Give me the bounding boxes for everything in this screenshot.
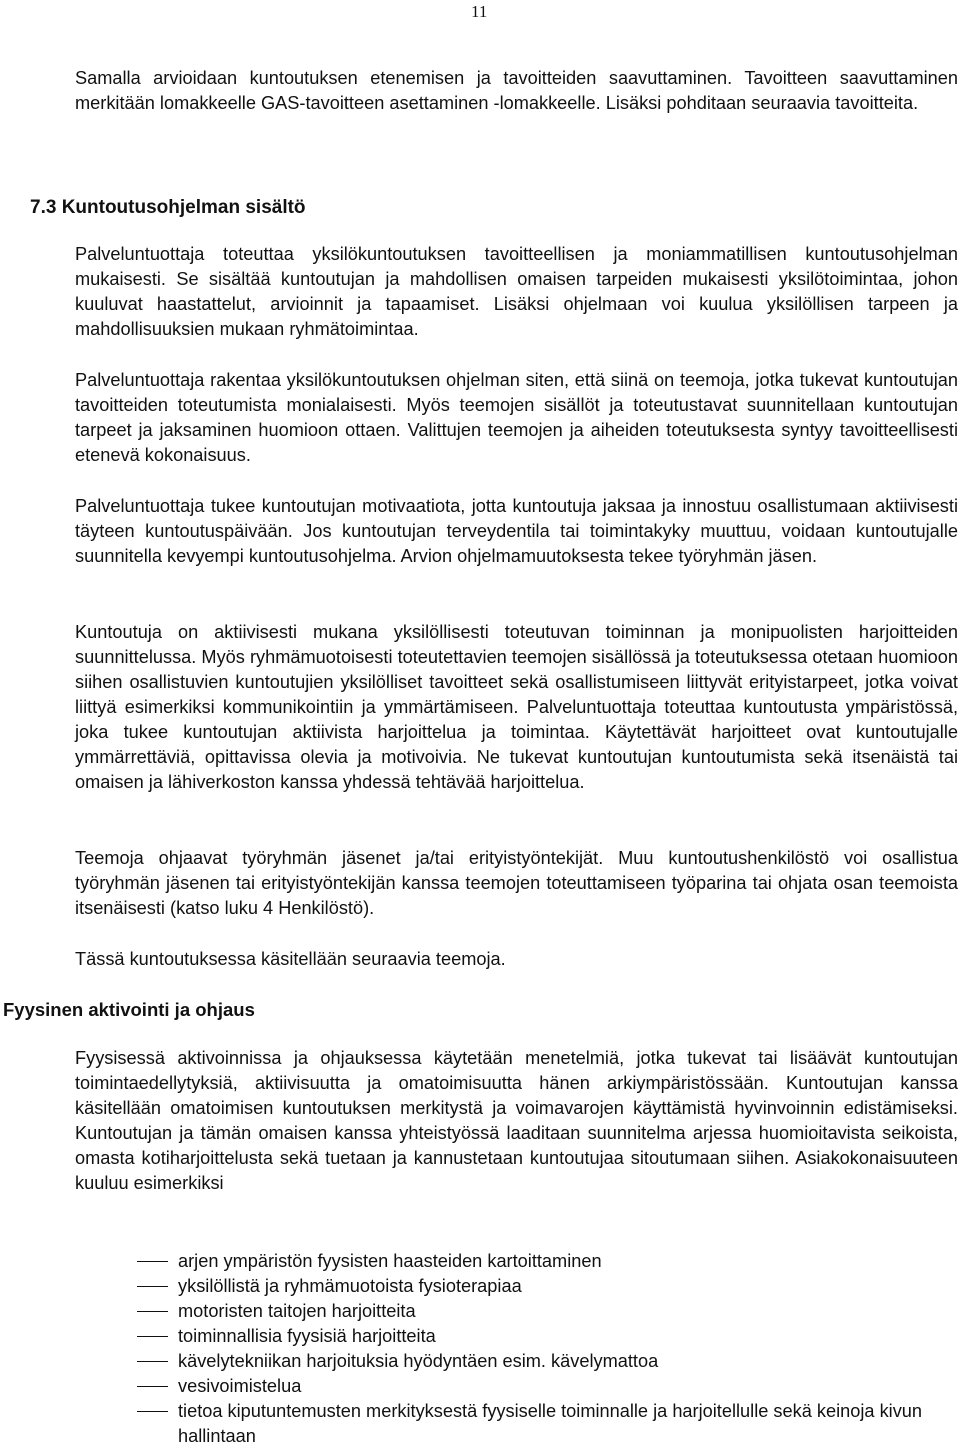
subsection-heading: Fyysinen aktivointi ja ohjaus — [3, 999, 255, 1020]
list-item-text: toiminnallisia fyysisiä harjoitteita — [178, 1326, 436, 1346]
list-item-text: yksilöllistä ja ryhmämuotoista fysioterapiaa — [178, 1276, 522, 1296]
intro-paragraph: Samalla arvioidaan kuntoutuksen etenemisen ja tavoitteiden saavuttaminen. Tavoitteen saavuttaminen merkitään lomakkeelle GAS-tavoitteen asettaminen -lomakkeelle. Lisäksi pohditaan seuraavia tavoitteita. — [75, 68, 958, 113]
page-number: 11 — [471, 2, 488, 21]
list-item — [137, 1324, 960, 1349]
section-paragraph-3: Palveluntuottaja tukee kuntoutujan motivaatiota, jotta kuntoutuja jaksaa ja innostuu osallistumaan aktiivisesti täyteen kuntoutuspäivään. Jos kuntoutujan terveydentila tai toimintakyky muuttuu, voidaan kuntoutujalle suunnitella kevyempi kuntoutusohjelma. Arvion ohjelmamuutoksesta tekee työryhmän jäsen. — [75, 496, 958, 566]
dash-bullet-icon — [137, 1411, 168, 1412]
activity-list — [137, 1249, 960, 1449]
list-item — [137, 1374, 960, 1399]
section-heading: 7.3 Kuntoutusohjelman sisältö — [30, 197, 306, 218]
section-paragraph-6: Tässä kuntoutuksessa käsitellään seuraavia teemoja. — [75, 949, 506, 969]
dash-bullet-icon — [137, 1336, 168, 1337]
list-item-text: motoristen taitojen harjoitteita — [178, 1301, 416, 1321]
subsection-paragraph: Fyysisessä aktivoinnissa ja ohjauksessa käytetään menetelmiä, jotka tukevat tai lisäävät kuntoutujan toimintaedellytyksiä, aktiivisuutta ja omatoimisuutta hänen arkiympäristössään. Kuntoutujan kanssa käsitellään omatoimisen kuntoutuksen merkitystä ja voimavarojen käyttämistä hyvinvoinnin edistämiseksi. Kuntoutujan ja tämän omaisen kanssa yhteistyössä laaditaan suunnitelma arjessa huomioitavista seikoista, omasta kotiharjoittelusta sekä tuetaan ja kannustetaan kuntoutujaa sitoutumaan siihen. Asiakokonaisuuteen kuuluu esimerkiksi — [75, 1048, 958, 1193]
dash-bullet-icon — [137, 1361, 168, 1362]
list-item — [137, 1299, 960, 1324]
list-item — [137, 1399, 960, 1449]
list-item — [137, 1349, 960, 1374]
dash-bullet-icon — [137, 1311, 168, 1312]
section-paragraph-4: Kuntoutuja on aktiivisesti mukana yksilöllisesti toteutuvan toiminnan ja monipuolisten harjoitteiden suunnittelussa. Myös ryhmämuotoisesti toteutettavien teemojen sisällössä ja toteutuksessa otetaan huomioon siihen osallistuvien kuntoutujien yksilölliset tavoitteet sekä osallistumiseen liittyvät erityistarpeet, jotka voivat liittyä esimerkiksi kommunikointiin ja ymmärtämiseen. Palveluntuottaja toteuttaa kuntoutusta ympäristössä, joka tukee kuntoutujan aktiivista harjoittelua ja toimintaa. Käytettävät harjoitteet ovat kuntoutujalle ymmärrettäviä, opittavissa olevia ja motivoivia. Ne tukevat kuntoutujan kuntoutumista sekä itsenäistä tai omaisen ja lähiverkoston kanssa yhdessä tehtävää harjoittelua. — [75, 622, 958, 792]
dash-bullet-icon — [137, 1286, 168, 1287]
section-paragraph-1: Palveluntuottaja toteuttaa yksilökuntoutuksen tavoitteellisen ja moniammatillisen kuntoutusohjelman mukaisesti. Se sisältää kuntoutujan ja mahdollisen omaisen tarpeiden mukaisesti yksilötoimintaa, johon kuuluvat haastattelut, arvioinnit ja tapaamiset. Lisäksi ohjelmaan voi kuulua yksilöllisen tarpeen ja mahdollisuuksien mukaan ryhmätoimintaa. — [75, 244, 958, 339]
section-paragraph-5: Teemoja ohjaavat työryhmän jäsenet ja/tai erityistyöntekijät. Muu kuntoutushenkilöstö voi osallistua työryhmän jäsenen tai erityistyöntekijän kanssa teemojen toteuttamiseen työparina tai ohjata osan teemoista itsenäisesti (katso luku 4 Henkilöstö). — [75, 848, 958, 918]
list-item-text: arjen ympäristön fyysisten haasteiden kartoittaminen — [178, 1251, 602, 1271]
list-item — [137, 1249, 960, 1274]
list-item-text: kävelytekniikan harjoituksia hyödyntäen esim. kävelymattoa — [178, 1351, 659, 1371]
list-item — [137, 1274, 960, 1299]
list-item-text: vesivoimistelua — [178, 1376, 302, 1396]
list-item-text: tietoa kiputuntemusten merkityksestä fyysiselle toiminnalle ja harjoitellulle sekä keinoja kivun hallintaan — [178, 1401, 923, 1446]
section-paragraph-2: Palveluntuottaja rakentaa yksilökuntoutuksen ohjelman siten, että siinä on teemoja, jotka tukevat kuntoutujan tavoitteiden toteutumista monialaisesti. Myös teemojen sisällöt ja toteutustavat suunnitellaan kuntoutujan tarpeet ja jaksaminen huomioon ottaen. Valittujen teemojen ja aiheiden toteutuksesta syntyy tavoitteellisesti etenevä kokonaisuus. — [75, 370, 958, 465]
dash-bullet-icon — [137, 1386, 168, 1387]
dash-bullet-icon — [137, 1261, 168, 1262]
